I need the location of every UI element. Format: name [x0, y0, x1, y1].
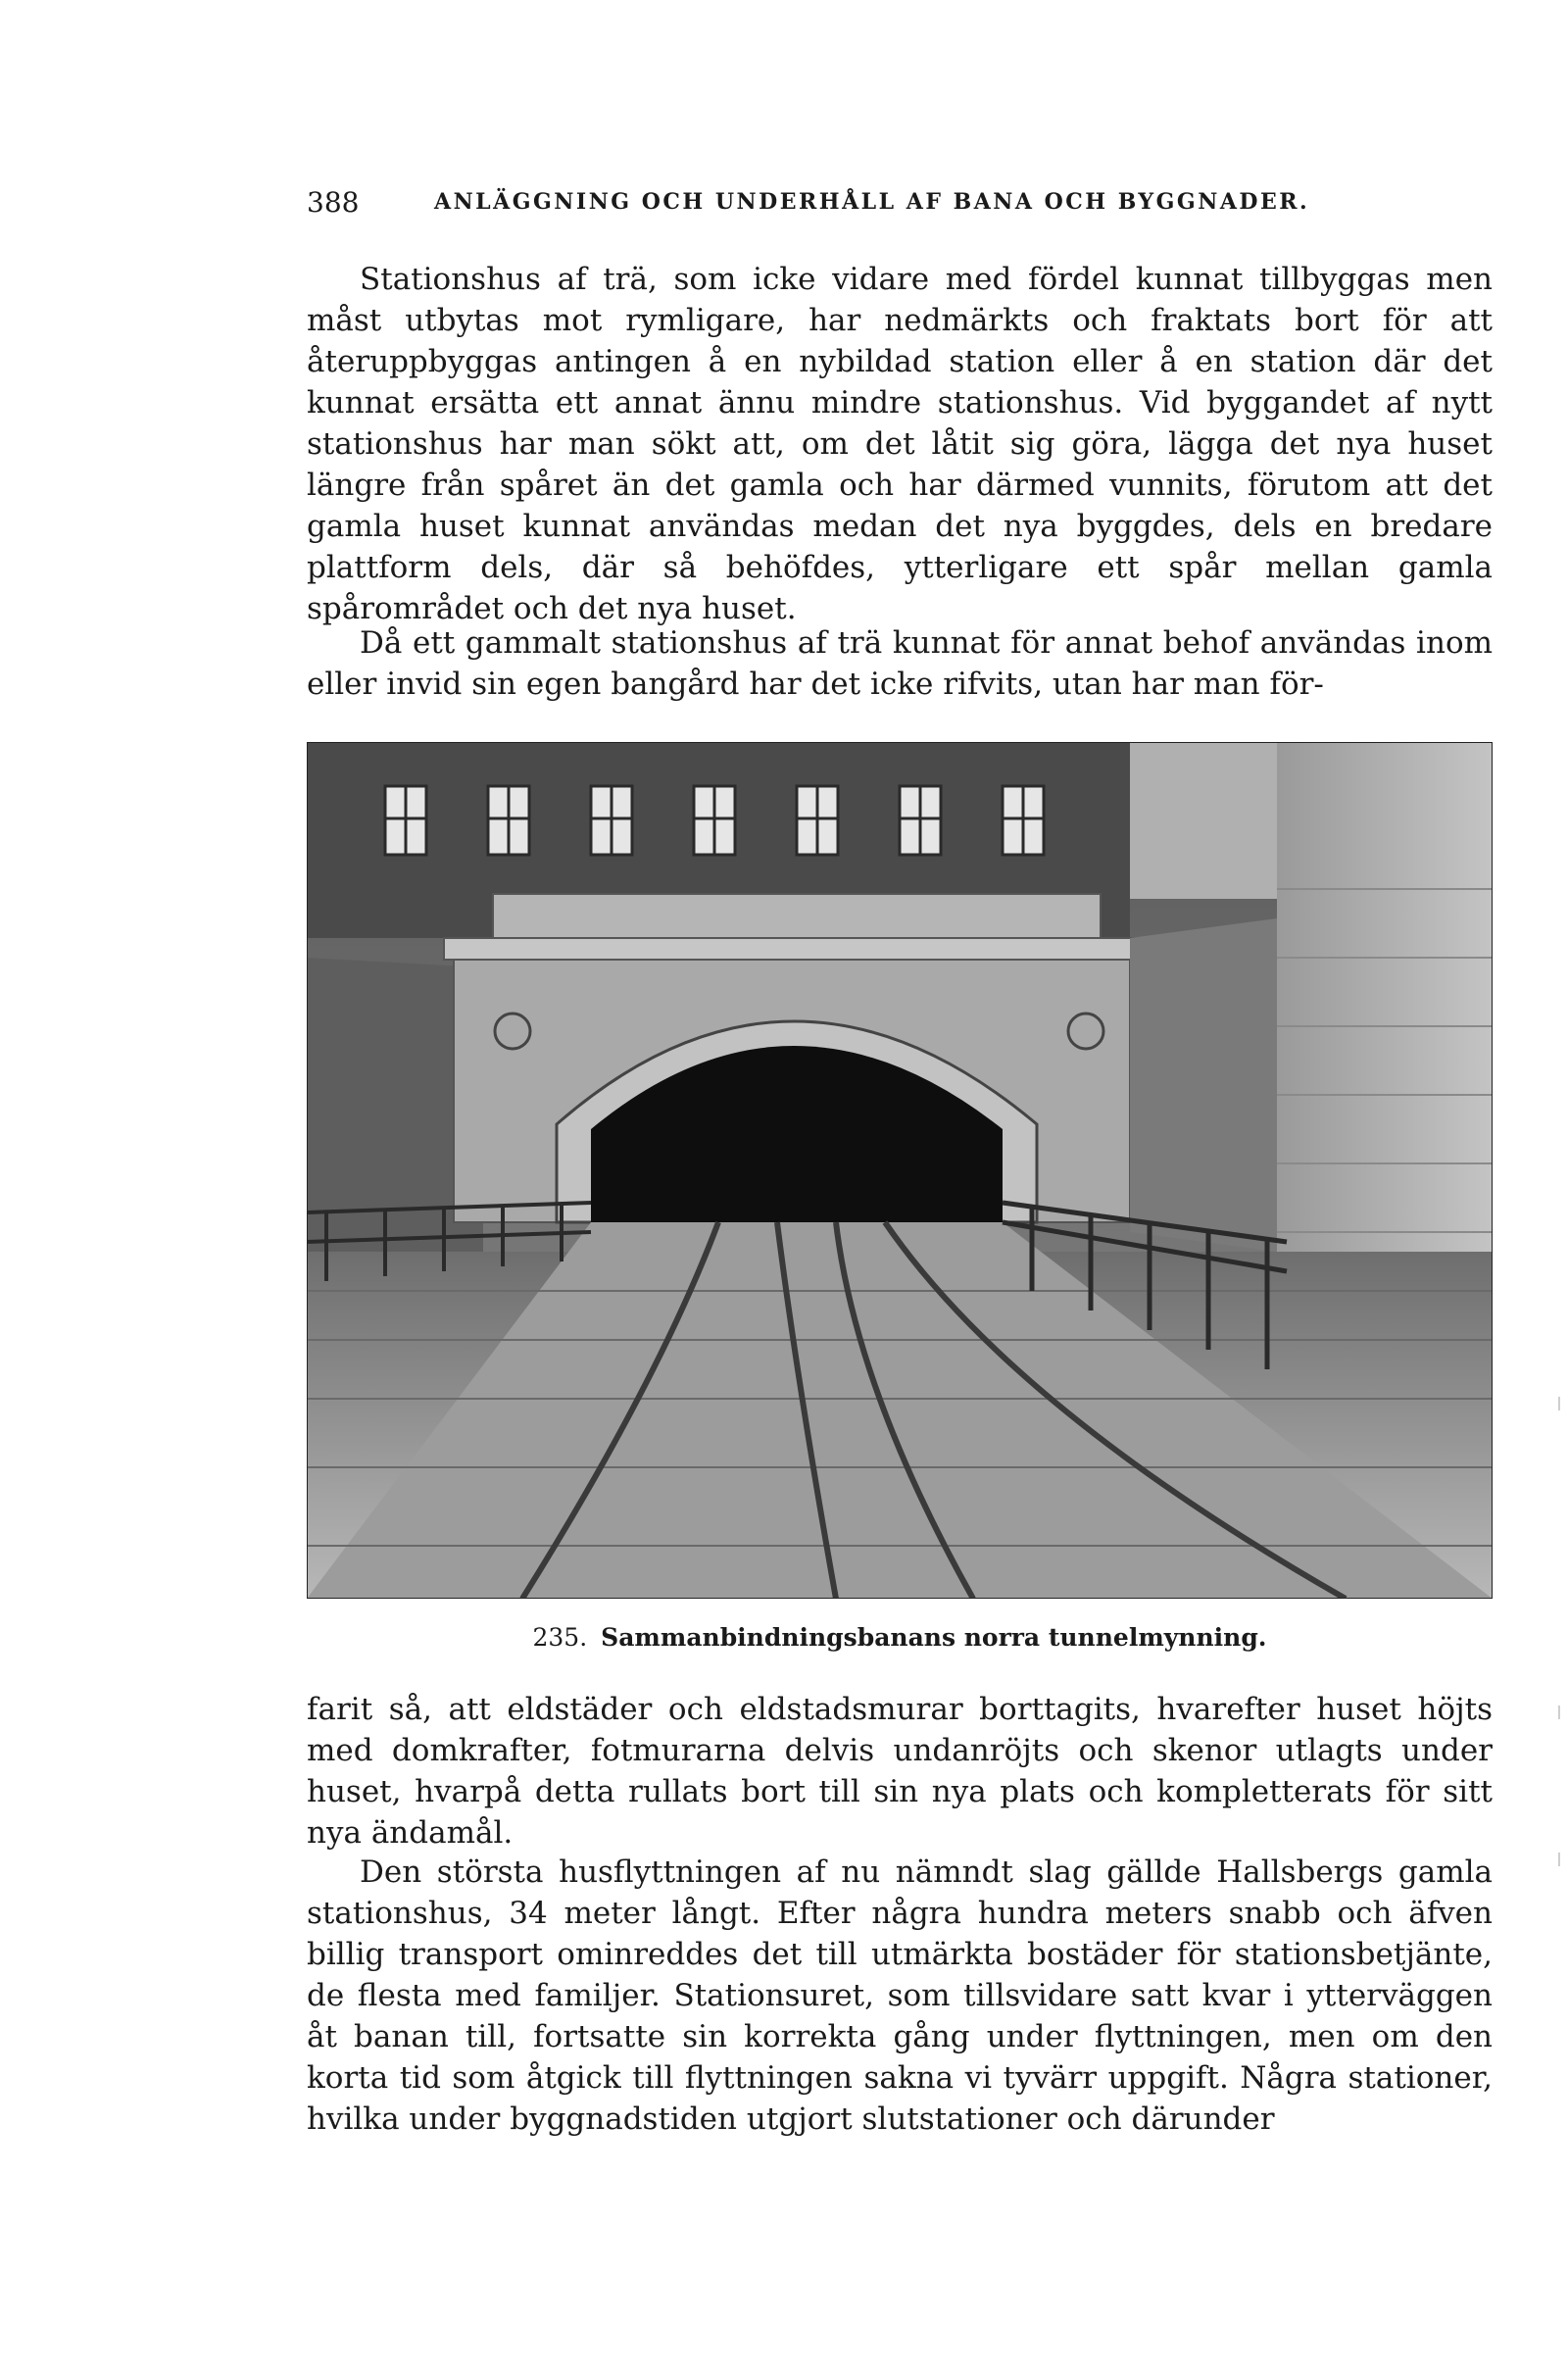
tunnel-photograph: [307, 742, 1493, 1599]
figure-number: 235.: [532, 1623, 588, 1652]
running-title: ANLÄGGNING OCH UNDERHÅLL AF BANA OCH BYGGNADER.: [434, 189, 1310, 215]
paragraph-1: Stationshus af trä, som icke vidare med fördel kunnat tillbyggas men måst utbytas mot rymligare, har nedmärkts och fraktats bort för att återuppbyggas antingen å en nybildad station eller å en station där det kunnat ersätta ett annat ännu mindre stationshus. Vid byggandet af nytt stationshus har man sökt att, om det låtit sig göra, lägga det nya huset längre från spåret än det gamla och har därmed vunnits, förutom att det gamla huset kunnat användas medan det nya byggdes, dels en bredare plattform dels, där så behöfdes, ytterligare ett spår mellan gamla spårområdet och det nya huset.: [307, 262, 1493, 626]
paragraph-4: Den största husflyttningen af nu nämndt slag gällde Hallsbergs gamla stationshus, 34 meter långt. Efter några hundra meters snabb och äfven billig transport ominreddes det till utmärkta bostäder för stationsbetjänte, de flesta med familjer. Stationsuret, som tillsvidare satt kvar i ytterväggen åt banan till, fortsatte sin korrekta gång under flyttningen, men om den korta tid som åtgick till flyttningen sakna vi tyvärr uppgift. Några stationer, hvilka under byggnadstiden utgjort slutstationer och därunder: [307, 1854, 1493, 2137]
tunnel-illustration: [307, 742, 1493, 1599]
figure-caption-text: Sammanbindningsbanans norra tunnelmynning.: [601, 1623, 1267, 1652]
scan-edge-mark: [1558, 1706, 1560, 1719]
figure-caption: [307, 1623, 1493, 1652]
scan-edge-mark: [1558, 1853, 1560, 1866]
paragraph-3: farit så, att eldstäder och eldstadsmurar borttagits, hvarefter huset höjts med domkrafter, fotmurarna delvis undanröjts och skenor utlagts under huset, hvarpå detta rullats bort till sin nya plats och kompletterats för sitt nya ändamål.: [307, 1692, 1493, 1851]
scan-edge-mark: [1558, 1397, 1560, 1410]
page-number: 388: [307, 186, 360, 219]
paragraph-2: Då ett gammalt stationshus af trä kunnat för annat behof användas inom eller invid sin egen bangård har det icke rifvits, utan har man för-: [307, 625, 1493, 702]
